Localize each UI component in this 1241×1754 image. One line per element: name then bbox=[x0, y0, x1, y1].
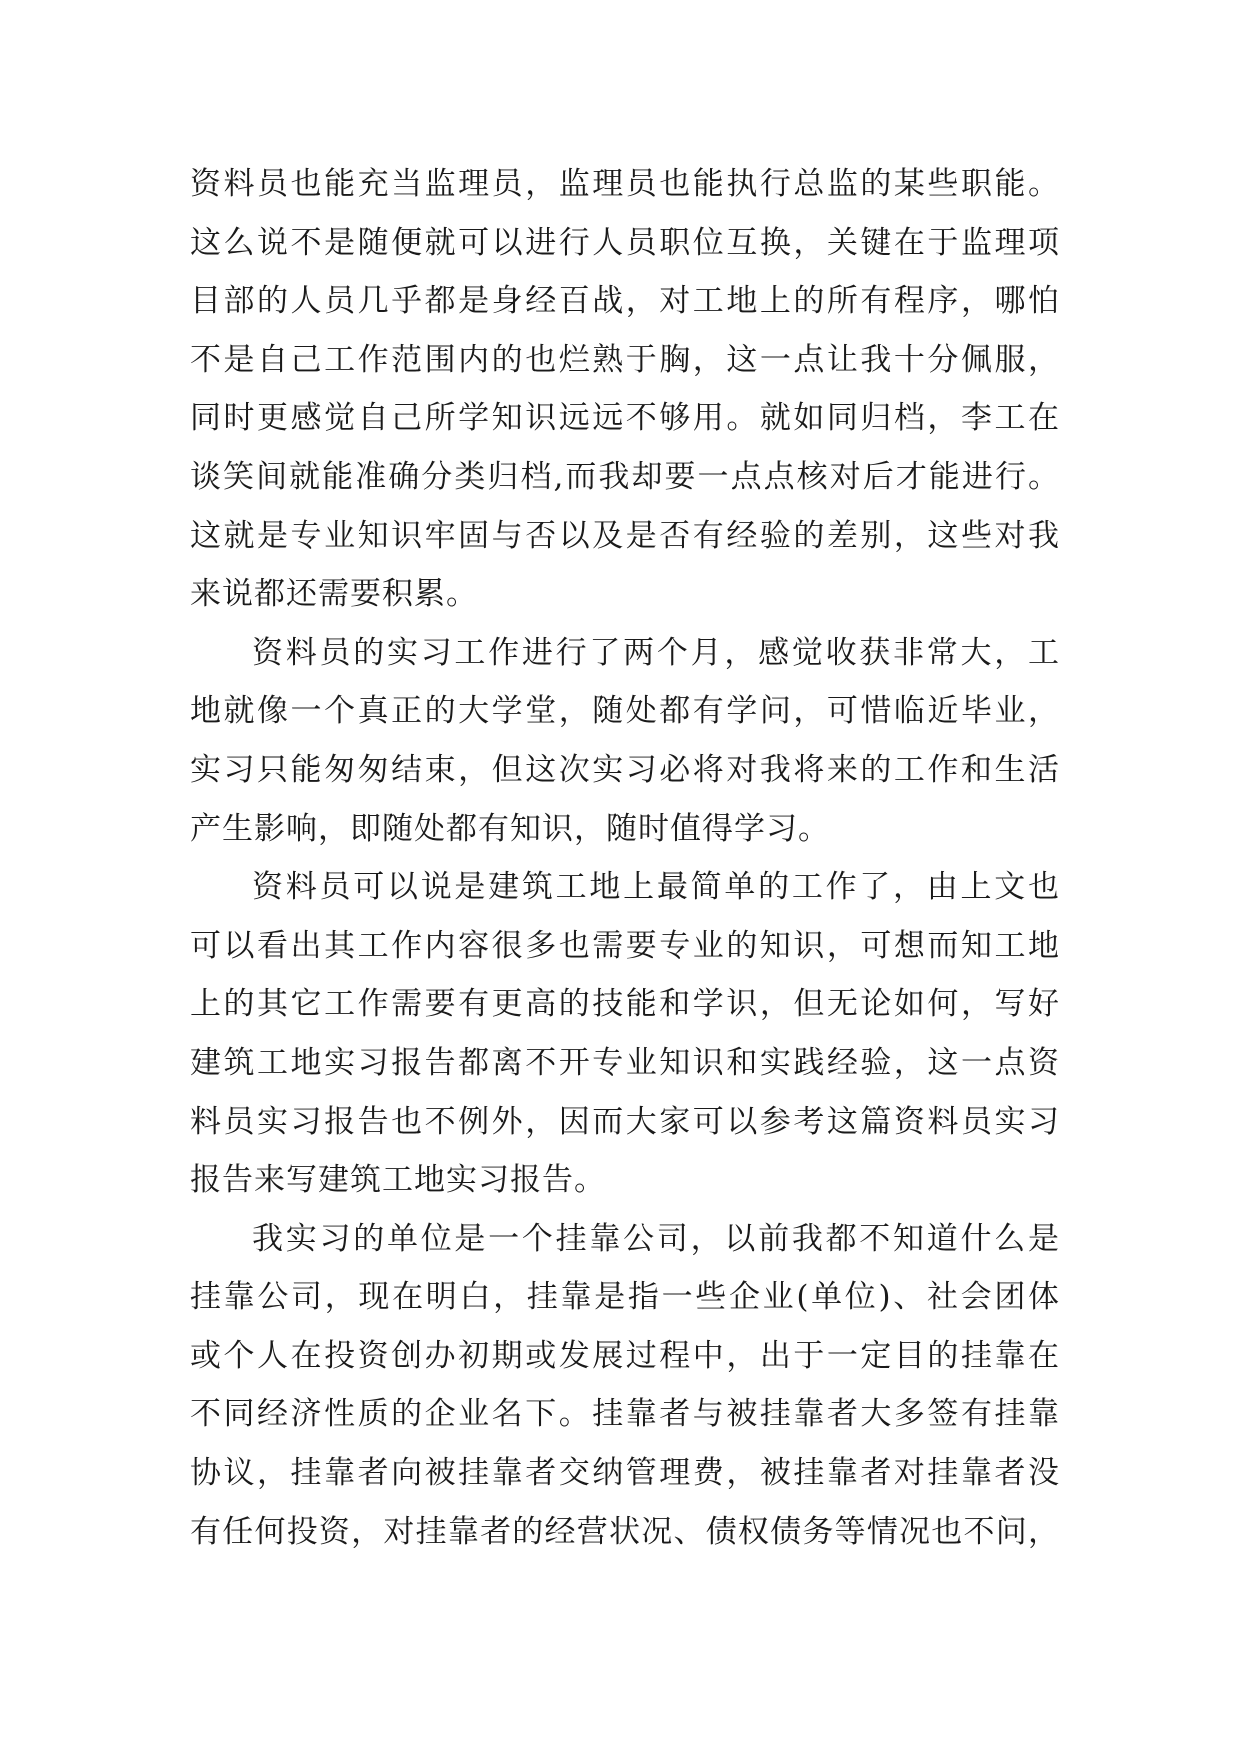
text-line: 地就像一个真正的大学堂，随处都有学问，可惜临近毕业， bbox=[190, 693, 1060, 730]
text-line: 谈笑间就能准确分类归档,而我却要一点点核对后才能进行。 bbox=[190, 458, 1060, 495]
text-line: 产生影响，即随处都有知识，随时值得学习。 bbox=[190, 810, 830, 847]
text-line: 目部的人员几乎都是身经百战，对工地上的所有程序，哪怕 bbox=[190, 283, 1060, 320]
body-text bbox=[190, 155, 1060, 1561]
text-line: 有任何投资，对挂靠者的经营状况、债权债务等情况也不问， bbox=[190, 1513, 1060, 1550]
text-line: 建筑工地实习报告都离不开专业知识和实践经验，这一点资 bbox=[190, 1044, 1060, 1081]
paragraph-first-line: 资料员可以说是建筑工地上最简单的工作了，由上文也 bbox=[252, 869, 1060, 906]
text-line: 同时更感觉自己所学知识远远不够用。就如同归档，李工在 bbox=[190, 400, 1060, 437]
paragraph-first-line: 资料员的实习工作进行了两个月，感觉收获非常大，工 bbox=[252, 634, 1060, 671]
text-line: 上的其它工作需要有更高的技能和学识，但无论如何，写好 bbox=[190, 986, 1060, 1023]
text-line: 来说都还需要积累。 bbox=[190, 576, 478, 613]
text-line: 或个人在投资创办初期或发展过程中，出于一定目的挂靠在 bbox=[190, 1337, 1060, 1374]
text-line: 挂靠公司，现在明白，挂靠是指一些企业(单位)、社会团体 bbox=[190, 1279, 1060, 1316]
text-line: 不是自己工作范围内的也烂熟于胸，这一点让我十分佩服， bbox=[190, 341, 1060, 378]
text-line: 不同经济性质的企业名下。挂靠者与被挂靠者大多签有挂靠 bbox=[190, 1396, 1060, 1433]
text-line: 可以看出其工作内容很多也需要专业的知识，可想而知工地 bbox=[190, 927, 1060, 964]
text-line: 报告来写建筑工地实习报告。 bbox=[190, 1162, 606, 1199]
text-line: 协议，挂靠者向被挂靠者交纳管理费，被挂靠者对挂靠者没 bbox=[190, 1455, 1060, 1492]
text-line: 这就是专业知识牢固与否以及是否有经验的差别，这些对我 bbox=[190, 517, 1060, 554]
text-line: 实习只能匆匆结束，但这次实习必将对我将来的工作和生活 bbox=[190, 751, 1060, 788]
text-line: 资料员也能充当监理员，监理员也能执行总监的某些职能。 bbox=[190, 166, 1060, 202]
paragraph-first-line: 我实习的单位是一个挂靠公司，以前我都不知道什么是 bbox=[252, 1220, 1060, 1257]
text-line: 这么说不是随便就可以进行人员职位互换，关键在于监理项 bbox=[190, 224, 1060, 261]
text-line: 料员实习报告也不例外，因而大家可以参考这篇资料员实习 bbox=[190, 1103, 1060, 1140]
